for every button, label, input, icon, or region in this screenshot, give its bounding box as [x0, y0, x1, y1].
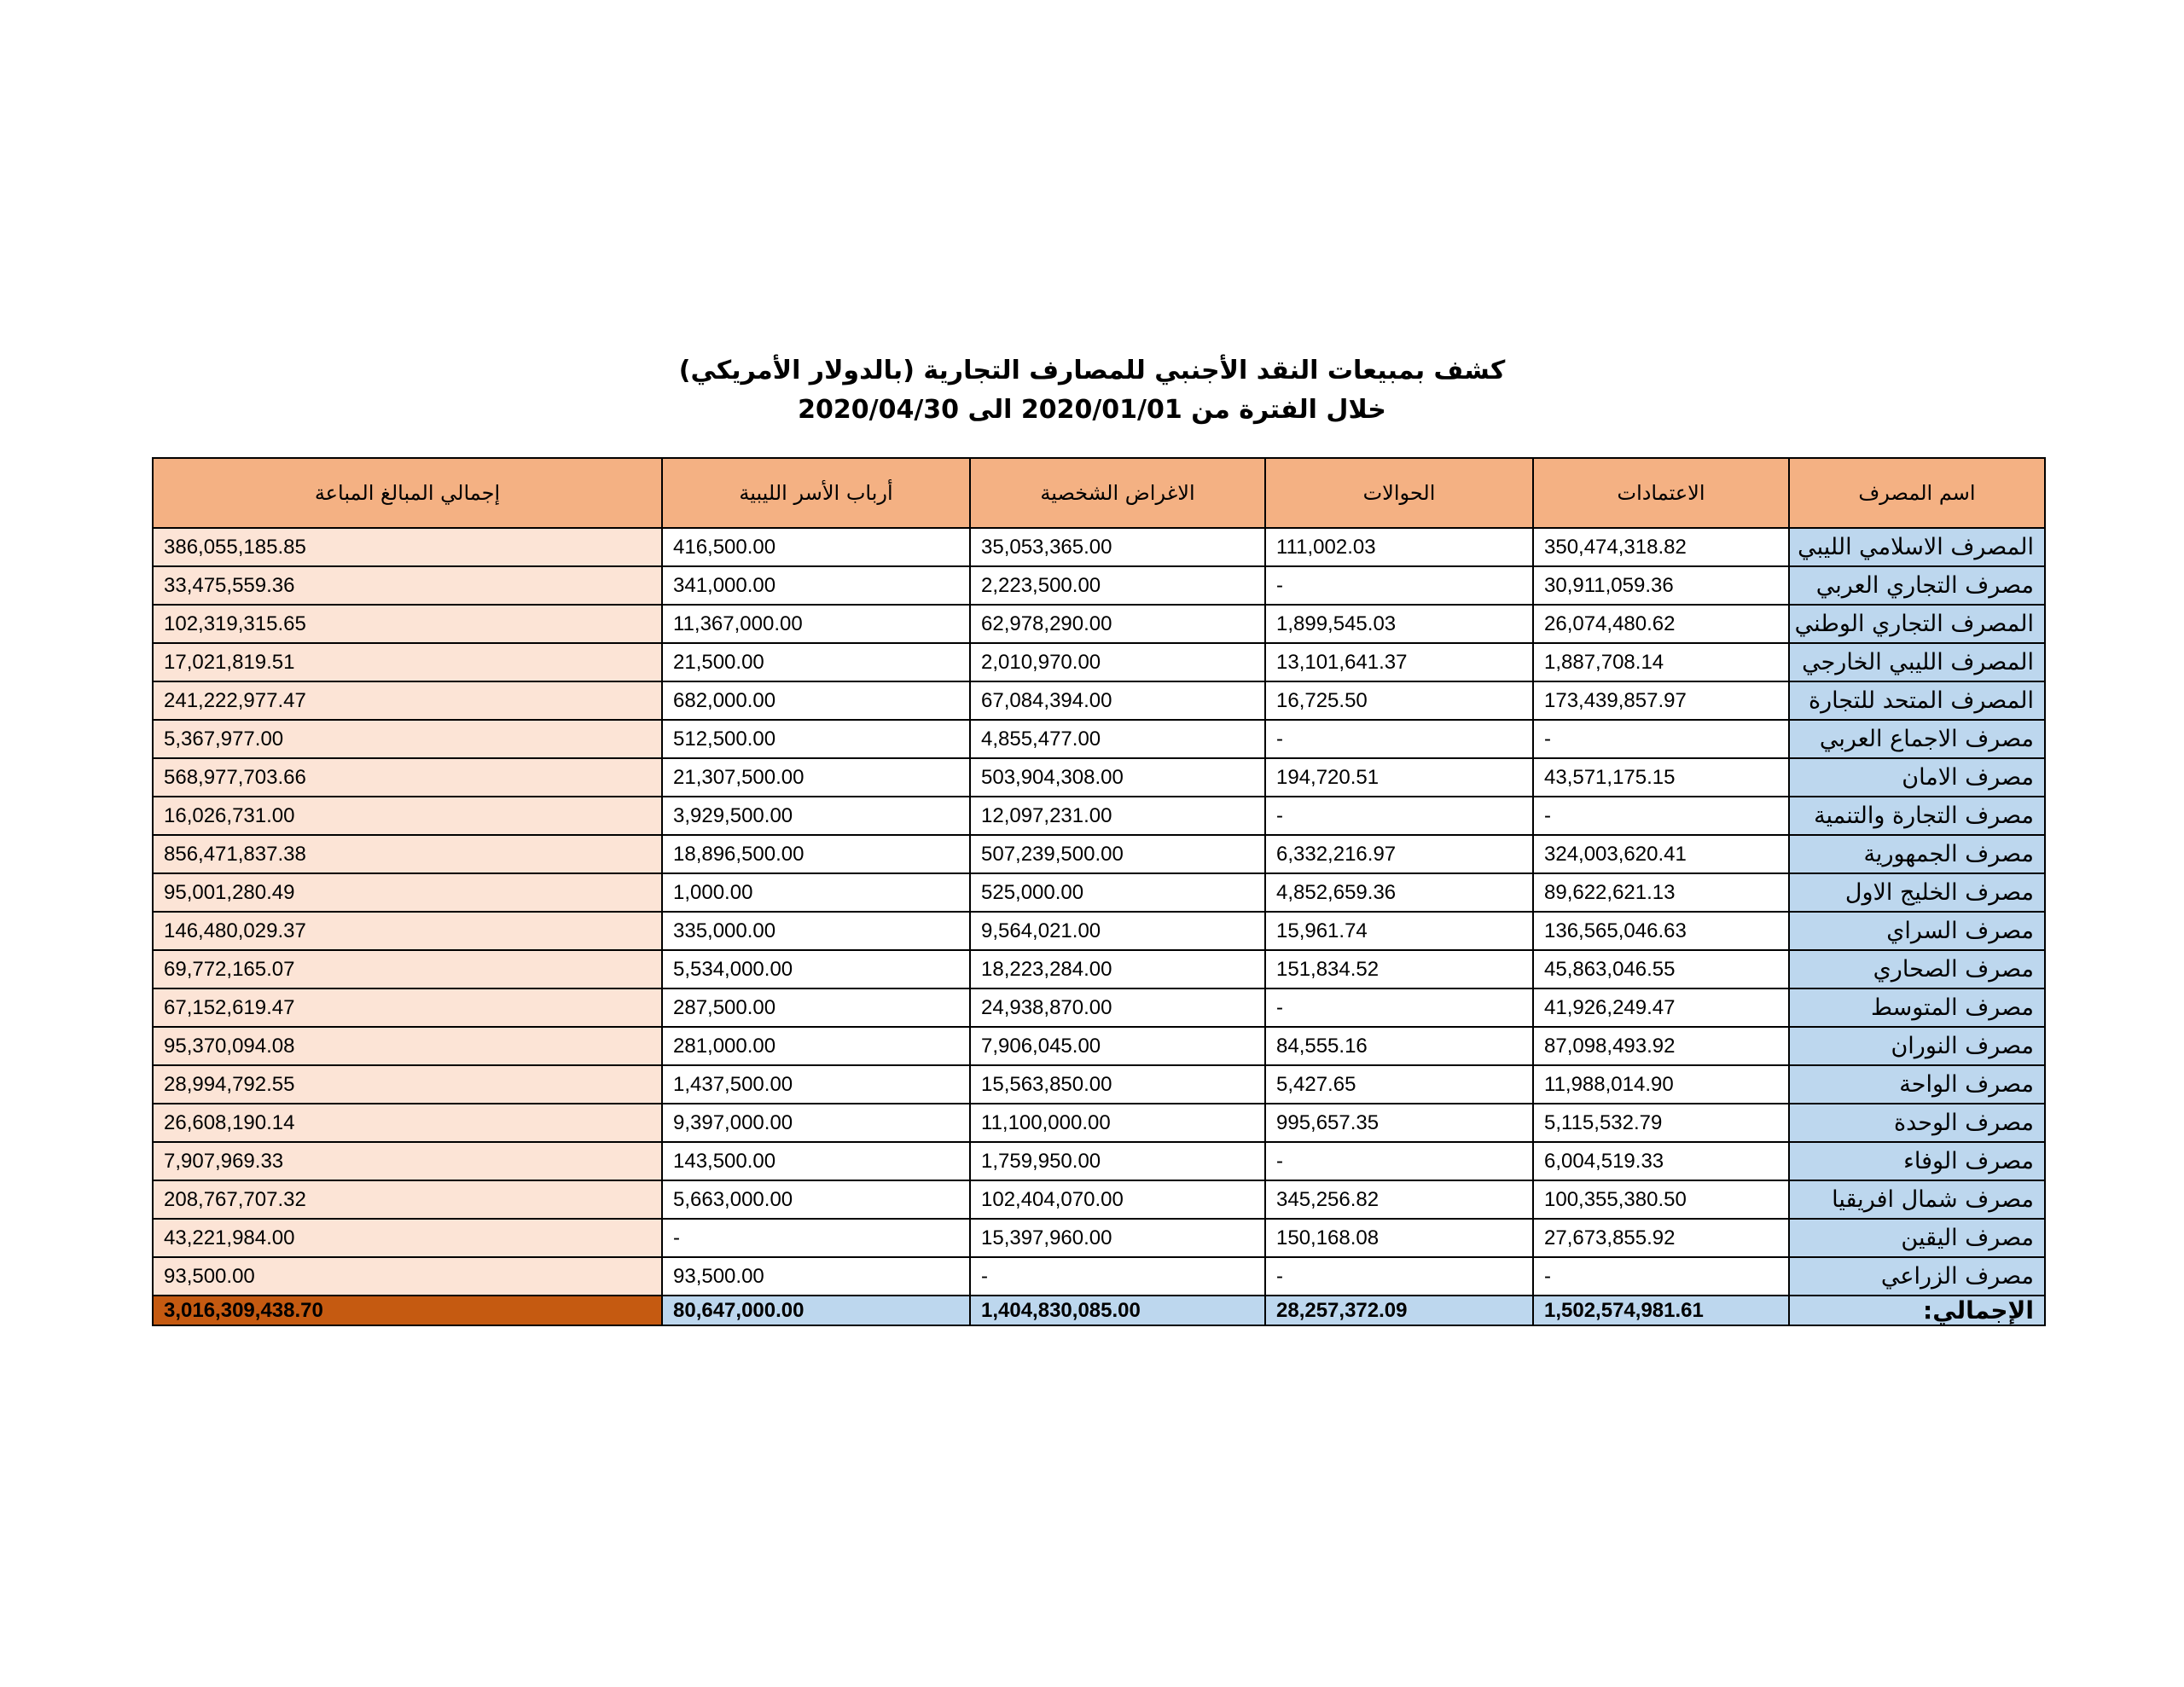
total-cell: 16,026,731.00 — [153, 797, 662, 835]
personal-cell: 102,404,070.00 — [970, 1180, 1265, 1219]
total-cell: 95,001,280.49 — [153, 873, 662, 912]
table-row — [153, 566, 2045, 605]
transfers-cell: 15,961.74 — [1265, 912, 1533, 950]
transfers-cell: 1,899,545.03 — [1265, 605, 1533, 643]
transfers-cell: 150,168.08 — [1265, 1219, 1533, 1257]
personal-cell: - — [970, 1257, 1265, 1296]
transfers-cell: - — [1265, 797, 1533, 835]
table-body — [153, 528, 2045, 1296]
personal-cell: 9,564,021.00 — [970, 912, 1265, 950]
total-cell: 95,370,094.08 — [153, 1027, 662, 1065]
personal-cell: 15,397,960.00 — [970, 1219, 1265, 1257]
families-cell: 682,000.00 — [662, 681, 970, 720]
personal-cell: 12,097,231.00 — [970, 797, 1265, 835]
bank-name-cell: مصرف الوحدة — [1789, 1104, 2045, 1142]
credits-cell: 6,004,519.33 — [1533, 1142, 1789, 1180]
total-cell: 208,767,707.32 — [153, 1180, 662, 1219]
totals-transfers: 28,257,372.09 — [1265, 1296, 1533, 1325]
credits-cell: 41,926,249.47 — [1533, 988, 1789, 1027]
families-cell: 21,500.00 — [662, 643, 970, 681]
table-row — [153, 1180, 2045, 1219]
transfers-cell: - — [1265, 1142, 1533, 1180]
total-cell: 856,471,837.38 — [153, 835, 662, 873]
personal-cell: 507,239,500.00 — [970, 835, 1265, 873]
table-row — [153, 988, 2045, 1027]
credits-cell: 350,474,318.82 — [1533, 528, 1789, 566]
credits-cell: 324,003,620.41 — [1533, 835, 1789, 873]
bank-name-cell: مصرف الزراعي — [1789, 1257, 2045, 1296]
credits-cell: 1,887,708.14 — [1533, 643, 1789, 681]
table-row — [153, 835, 2045, 873]
personal-cell: 7,906,045.00 — [970, 1027, 1265, 1065]
bank-name-cell: مصرف اليقين — [1789, 1219, 2045, 1257]
personal-cell: 503,904,308.00 — [970, 758, 1265, 797]
personal-cell: 2,223,500.00 — [970, 566, 1265, 605]
table-row — [153, 1104, 2045, 1142]
totals-row — [153, 1296, 2045, 1325]
families-cell: 335,000.00 — [662, 912, 970, 950]
total-cell: 28,994,792.55 — [153, 1065, 662, 1104]
total-cell: 67,152,619.47 — [153, 988, 662, 1027]
personal-cell: 18,223,284.00 — [970, 950, 1265, 988]
total-cell: 93,500.00 — [153, 1257, 662, 1296]
credits-cell: - — [1533, 1257, 1789, 1296]
families-cell: 1,437,500.00 — [662, 1065, 970, 1104]
families-cell: 5,663,000.00 — [662, 1180, 970, 1219]
header-families: أرباب الأسر الليبية — [662, 458, 970, 528]
families-cell: 3,929,500.00 — [662, 797, 970, 835]
bank-name-cell: المصرف الاسلامي الليبي — [1789, 528, 2045, 566]
bank-name-cell: مصرف الخليج الاول — [1789, 873, 2045, 912]
totals-families: 80,647,000.00 — [662, 1296, 970, 1325]
header-bank-name: اسم المصرف — [1789, 458, 2045, 528]
personal-cell: 62,978,290.00 — [970, 605, 1265, 643]
credits-cell: 26,074,480.62 — [1533, 605, 1789, 643]
total-cell: 146,480,029.37 — [153, 912, 662, 950]
total-cell: 69,772,165.07 — [153, 950, 662, 988]
personal-cell: 35,053,365.00 — [970, 528, 1265, 566]
table-row — [153, 681, 2045, 720]
bank-name-cell: مصرف الوفاء — [1789, 1142, 2045, 1180]
transfers-cell: - — [1265, 566, 1533, 605]
table-row — [153, 720, 2045, 758]
credits-cell: 30,911,059.36 — [1533, 566, 1789, 605]
total-cell: 102,319,315.65 — [153, 605, 662, 643]
credits-cell: 45,863,046.55 — [1533, 950, 1789, 988]
header-credits: الاعتمادات — [1533, 458, 1789, 528]
credits-cell: 11,988,014.90 — [1533, 1065, 1789, 1104]
personal-cell: 11,100,000.00 — [970, 1104, 1265, 1142]
families-cell: 21,307,500.00 — [662, 758, 970, 797]
families-cell: 1,000.00 — [662, 873, 970, 912]
bank-name-cell: مصرف السراي — [1789, 912, 2045, 950]
bank-name-cell: مصرف التجارة والتنمية — [1789, 797, 2045, 835]
header-transfers: الحوالات — [1265, 458, 1533, 528]
transfers-cell: 84,555.16 — [1265, 1027, 1533, 1065]
credits-cell: 43,571,175.15 — [1533, 758, 1789, 797]
personal-cell: 15,563,850.00 — [970, 1065, 1265, 1104]
transfers-cell: - — [1265, 1257, 1533, 1296]
bank-name-cell: مصرف الاجماع العربي — [1789, 720, 2045, 758]
table-row — [153, 643, 2045, 681]
totals-credits: 1,502,574,981.61 — [1533, 1296, 1789, 1325]
total-cell: 17,021,819.51 — [153, 643, 662, 681]
credits-cell: 5,115,532.79 — [1533, 1104, 1789, 1142]
title-line-1: كشف بمبيعات النقد الأجنبي للمصارف التجارية (بالدولار الأمريكي) — [678, 356, 1506, 386]
families-cell: 5,534,000.00 — [662, 950, 970, 988]
table-row — [153, 873, 2045, 912]
transfers-cell: 4,852,659.36 — [1265, 873, 1533, 912]
families-cell: - — [662, 1219, 970, 1257]
families-cell: 143,500.00 — [662, 1142, 970, 1180]
personal-cell: 525,000.00 — [970, 873, 1265, 912]
families-cell: 9,397,000.00 — [662, 1104, 970, 1142]
header-personal: الاغراض الشخصية — [970, 458, 1265, 528]
families-cell: 281,000.00 — [662, 1027, 970, 1065]
total-cell: 33,475,559.36 — [153, 566, 662, 605]
totals-grand-total: 3,016,309,438.70 — [153, 1296, 662, 1325]
table-row — [153, 1027, 2045, 1065]
table-row — [153, 950, 2045, 988]
transfers-cell: 5,427.65 — [1265, 1065, 1533, 1104]
report-title — [0, 351, 2184, 430]
families-cell: 341,000.00 — [662, 566, 970, 605]
bank-name-cell: المصرف الليبي الخارجي — [1789, 643, 2045, 681]
transfers-cell: 345,256.82 — [1265, 1180, 1533, 1219]
sales-table — [152, 457, 2046, 1326]
families-cell: 416,500.00 — [662, 528, 970, 566]
personal-cell: 2,010,970.00 — [970, 643, 1265, 681]
table-row — [153, 528, 2045, 566]
bank-name-cell: مصرف المتوسط — [1789, 988, 2045, 1027]
total-cell: 241,222,977.47 — [153, 681, 662, 720]
title-line-2: خلال الفترة من 2020/01/01 الى 2020/04/30 — [798, 395, 1386, 425]
table-row — [153, 1219, 2045, 1257]
bank-name-cell: مصرف الجمهورية — [1789, 835, 2045, 873]
transfers-cell: 151,834.52 — [1265, 950, 1533, 988]
total-cell: 7,907,969.33 — [153, 1142, 662, 1180]
table-row — [153, 1142, 2045, 1180]
families-cell: 93,500.00 — [662, 1257, 970, 1296]
table-row — [153, 797, 2045, 835]
bank-name-cell: مصرف التجاري العربي — [1789, 566, 2045, 605]
families-cell: 287,500.00 — [662, 988, 970, 1027]
table-row — [153, 1257, 2045, 1296]
bank-name-cell: مصرف النوران — [1789, 1027, 2045, 1065]
credits-cell: 27,673,855.92 — [1533, 1219, 1789, 1257]
families-cell: 11,367,000.00 — [662, 605, 970, 643]
transfers-cell: 111,002.03 — [1265, 528, 1533, 566]
transfers-cell: 16,725.50 — [1265, 681, 1533, 720]
total-cell: 5,367,977.00 — [153, 720, 662, 758]
table-row — [153, 605, 2045, 643]
table-row — [153, 1065, 2045, 1104]
credits-cell: - — [1533, 720, 1789, 758]
transfers-cell: - — [1265, 988, 1533, 1027]
transfers-cell: 6,332,216.97 — [1265, 835, 1533, 873]
total-cell: 26,608,190.14 — [153, 1104, 662, 1142]
families-cell: 512,500.00 — [662, 720, 970, 758]
credits-cell: 89,622,621.13 — [1533, 873, 1789, 912]
personal-cell: 24,938,870.00 — [970, 988, 1265, 1027]
families-cell: 18,896,500.00 — [662, 835, 970, 873]
transfers-cell: - — [1265, 720, 1533, 758]
header-total: إجمالي المبالغ المباعة — [153, 458, 662, 528]
personal-cell: 4,855,477.00 — [970, 720, 1265, 758]
bank-name-cell: المصرف المتحد للتجارة — [1789, 681, 2045, 720]
total-cell: 43,221,984.00 — [153, 1219, 662, 1257]
total-cell: 568,977,703.66 — [153, 758, 662, 797]
transfers-cell: 995,657.35 — [1265, 1104, 1533, 1142]
personal-cell: 1,759,950.00 — [970, 1142, 1265, 1180]
credits-cell: - — [1533, 797, 1789, 835]
transfers-cell: 13,101,641.37 — [1265, 643, 1533, 681]
bank-name-cell: مصرف الامان — [1789, 758, 2045, 797]
credits-cell: 100,355,380.50 — [1533, 1180, 1789, 1219]
total-cell: 386,055,185.85 — [153, 528, 662, 566]
credits-cell: 87,098,493.92 — [1533, 1027, 1789, 1065]
totals-personal: 1,404,830,085.00 — [970, 1296, 1265, 1325]
personal-cell: 67,084,394.00 — [970, 681, 1265, 720]
table-row — [153, 758, 2045, 797]
credits-cell: 173,439,857.97 — [1533, 681, 1789, 720]
totals-label: الإجمالي: — [1789, 1296, 2045, 1325]
bank-name-cell: مصرف الواحة — [1789, 1065, 2045, 1104]
bank-name-cell: مصرف الصحاري — [1789, 950, 2045, 988]
bank-name-cell: مصرف شمال افريقيا — [1789, 1180, 2045, 1219]
table-header-row — [153, 458, 2045, 528]
bank-name-cell: المصرف التجاري الوطني — [1789, 605, 2045, 643]
credits-cell: 136,565,046.63 — [1533, 912, 1789, 950]
table-row — [153, 912, 2045, 950]
transfers-cell: 194,720.51 — [1265, 758, 1533, 797]
